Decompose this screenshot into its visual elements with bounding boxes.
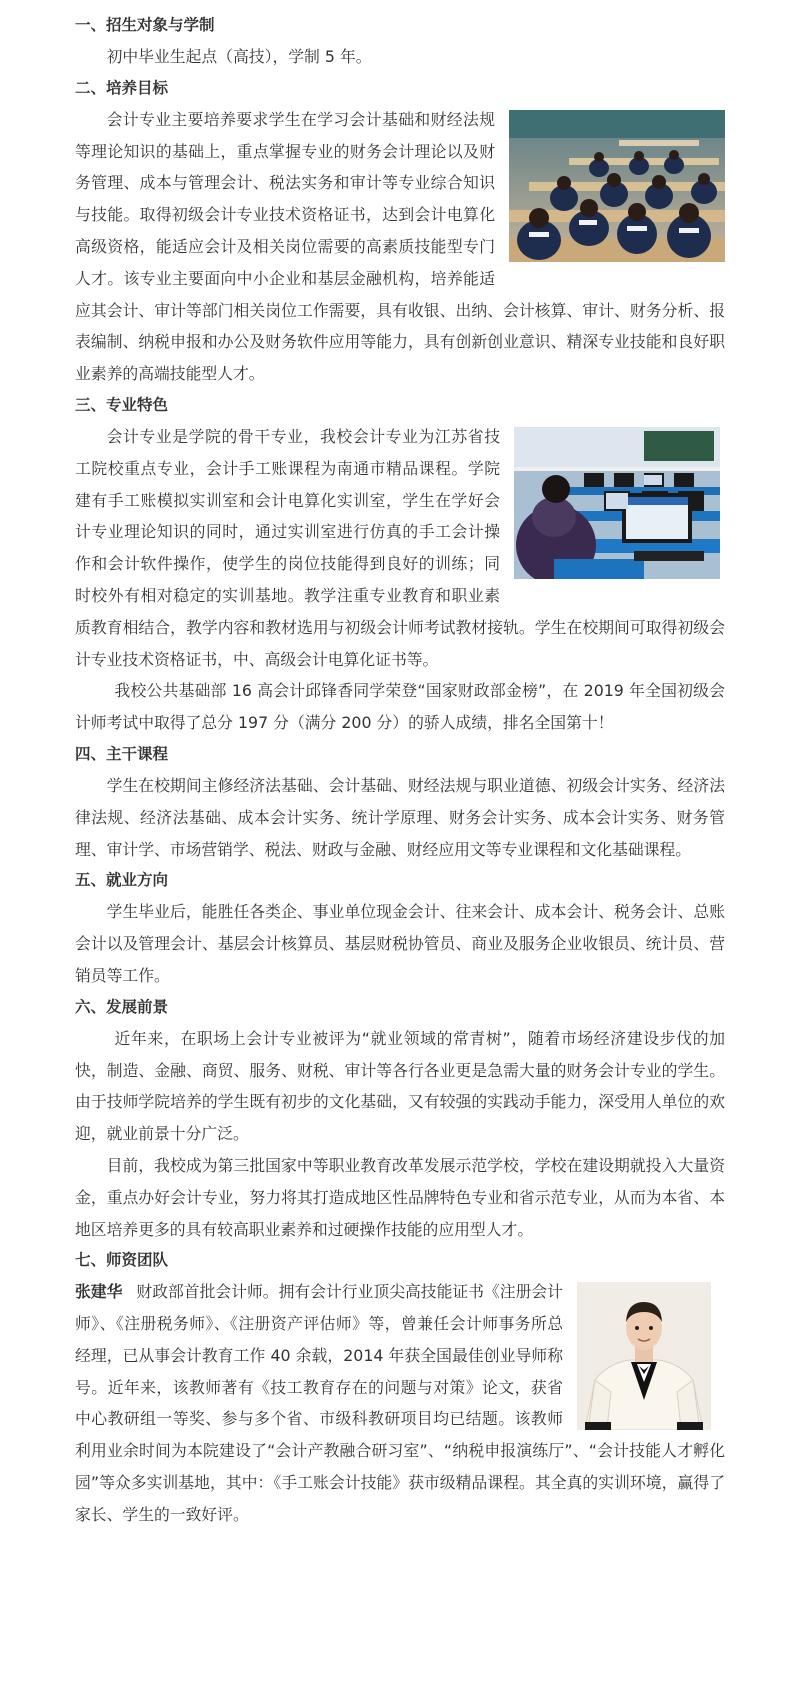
- section-heading-features: 三、专业特色: [75, 395, 169, 414]
- section-heading-faculty: 七、师资团队: [75, 1251, 169, 1270]
- honor-text: 我校公共基础部 16 高会计邱锋香同学荣登“国家财政部金榜”，在 2019 年全国初级会计师考试中取得了总分 197 分（满分 200 分）的骄人成绩，排名全国第十！: [75, 681, 725, 733]
- goals-text: 会计专业主要培养要求学生在学习会计基础和财经法规等理论知识的基础上，重点掌握专业的财务会计理论以及财务管理、成本与管理会计、税法实务和审计等专业综合知识与技能。取得初级会计专业技术资格证书，达到会计电算化高级资格，能适应会计及相关岗位需要的高素质技能型专门人才。该专业主要面向中小企业和基层金融机构，培养能适应其会计、审计等部门相关岗位工作需要，具有收银、出纳、会计核算、审计、财务分析、报表编制、纳税申报和办公及财务软件应用等能力，具有创新创业意识、精深专业技能和良好职业素养的高端技能型人才。: [75, 109, 725, 384]
- section-heading-employment: 五、就业方向: [75, 871, 169, 890]
- courses-text: 学生在校期间主修经济法基础、会计基础、财经法规与职业道德、初级会计实务、经济法律法规、经济法基础、成本会计实务、统计学原理、财务会计实务、成本会计实务、财务管理、审计学、市场营销学、税法、财政与金融、财经应用文等专业课程和文化基础课程。: [75, 775, 725, 859]
- teacher-name: 张建华: [75, 1282, 123, 1302]
- teacher-photo: [577, 1282, 711, 1430]
- prospects-text-1: 近年来，在职场上会计专业被评为“就业领域的常青树”，随着市场经济建设步伐的加快，制造、金融、商贸、服务、财税、审计等各行各业更是急需大量的财务会计专业的学生。由于技师学院培养的学生既有初步的文化基础，又有较强的实践动手能力，深受用人单位的欢迎，就业前景十分广泛。: [75, 1028, 725, 1144]
- enrollment-text: 初中毕业生起点（高技），学制 5 年。: [106, 47, 372, 66]
- teacher-bio: 财政部首批会计师。拥有会计行业顶尖高技能证书《注册会计师》、《注册税务师》、《注册资产评估师》等，曾兼任会计师事务所总经理，已从事会计教育工作 40 余载，2014 年获全国最佳创业导师称号。近年来，该教师著有《技工教育存在的问题与对策》论文，获省中心教研组一等奖、参与多个省、市级科教研项目均已结题。该教师利用业余时间为本院建设了“会计产教融合研习室”、“纳税申报演练厅”、“会计技能人才孵化园”等众多实训基地，其中：《手工账会计技能》获市级精品课程。其全真的实训环境，赢得了家长、学生的一致好评。: [75, 1282, 725, 1524]
- computer-lab-photo: [514, 427, 720, 579]
- section-heading-enrollment: 一、招生对象与学制: [75, 16, 215, 34]
- section-heading-courses: 四、主干课程: [75, 744, 169, 763]
- employment-text: 学生毕业后，能胜任各类企、事业单位现金会计、往来会计、成本会计、税务会计、总账会计以及管理会计、基层会计核算员、基层财税协管员、商业及服务企业收银员、统计员、营销员等工作。: [75, 902, 725, 985]
- section-heading-prospects: 六、发展前景: [75, 997, 169, 1016]
- prospects-text-2: 目前，我校成为第三批国家中等职业教育改革发展示范学校，学校在建设期就投入大量资金，重点办好会计专业，努力将其打造成地区性品牌特色专业和省示范专业，从而为本省、本地区培养更多的具有较高职业素养和过硬操作技能的应用型人才。: [75, 1155, 725, 1239]
- section-heading-goals: 二、培养目标: [75, 78, 169, 97]
- article: [75, 10, 725, 1531]
- classroom-photo: [509, 110, 725, 262]
- features-text: 会计专业是学院的骨干专业，我校会计专业为江苏省技工院校重点专业，会计手工账课程为南通市精品课程。学院建有手工账模拟实训室和会计电算化实训室，学生在学好会计专业理论知识的同时，通过实训室进行仿真的手工会计操作和会计软件操作，使学生的岗位技能得到良好的训练；同时校外有相对稳定的实训基地。教学注重专业教育和职业素质教育相结合，教学内容和教材选用与初级会计师考试教材接轨。学生在校期间可取得初级会计专业技术资格证书，中、高级会计电算化证书等。: [75, 426, 725, 669]
